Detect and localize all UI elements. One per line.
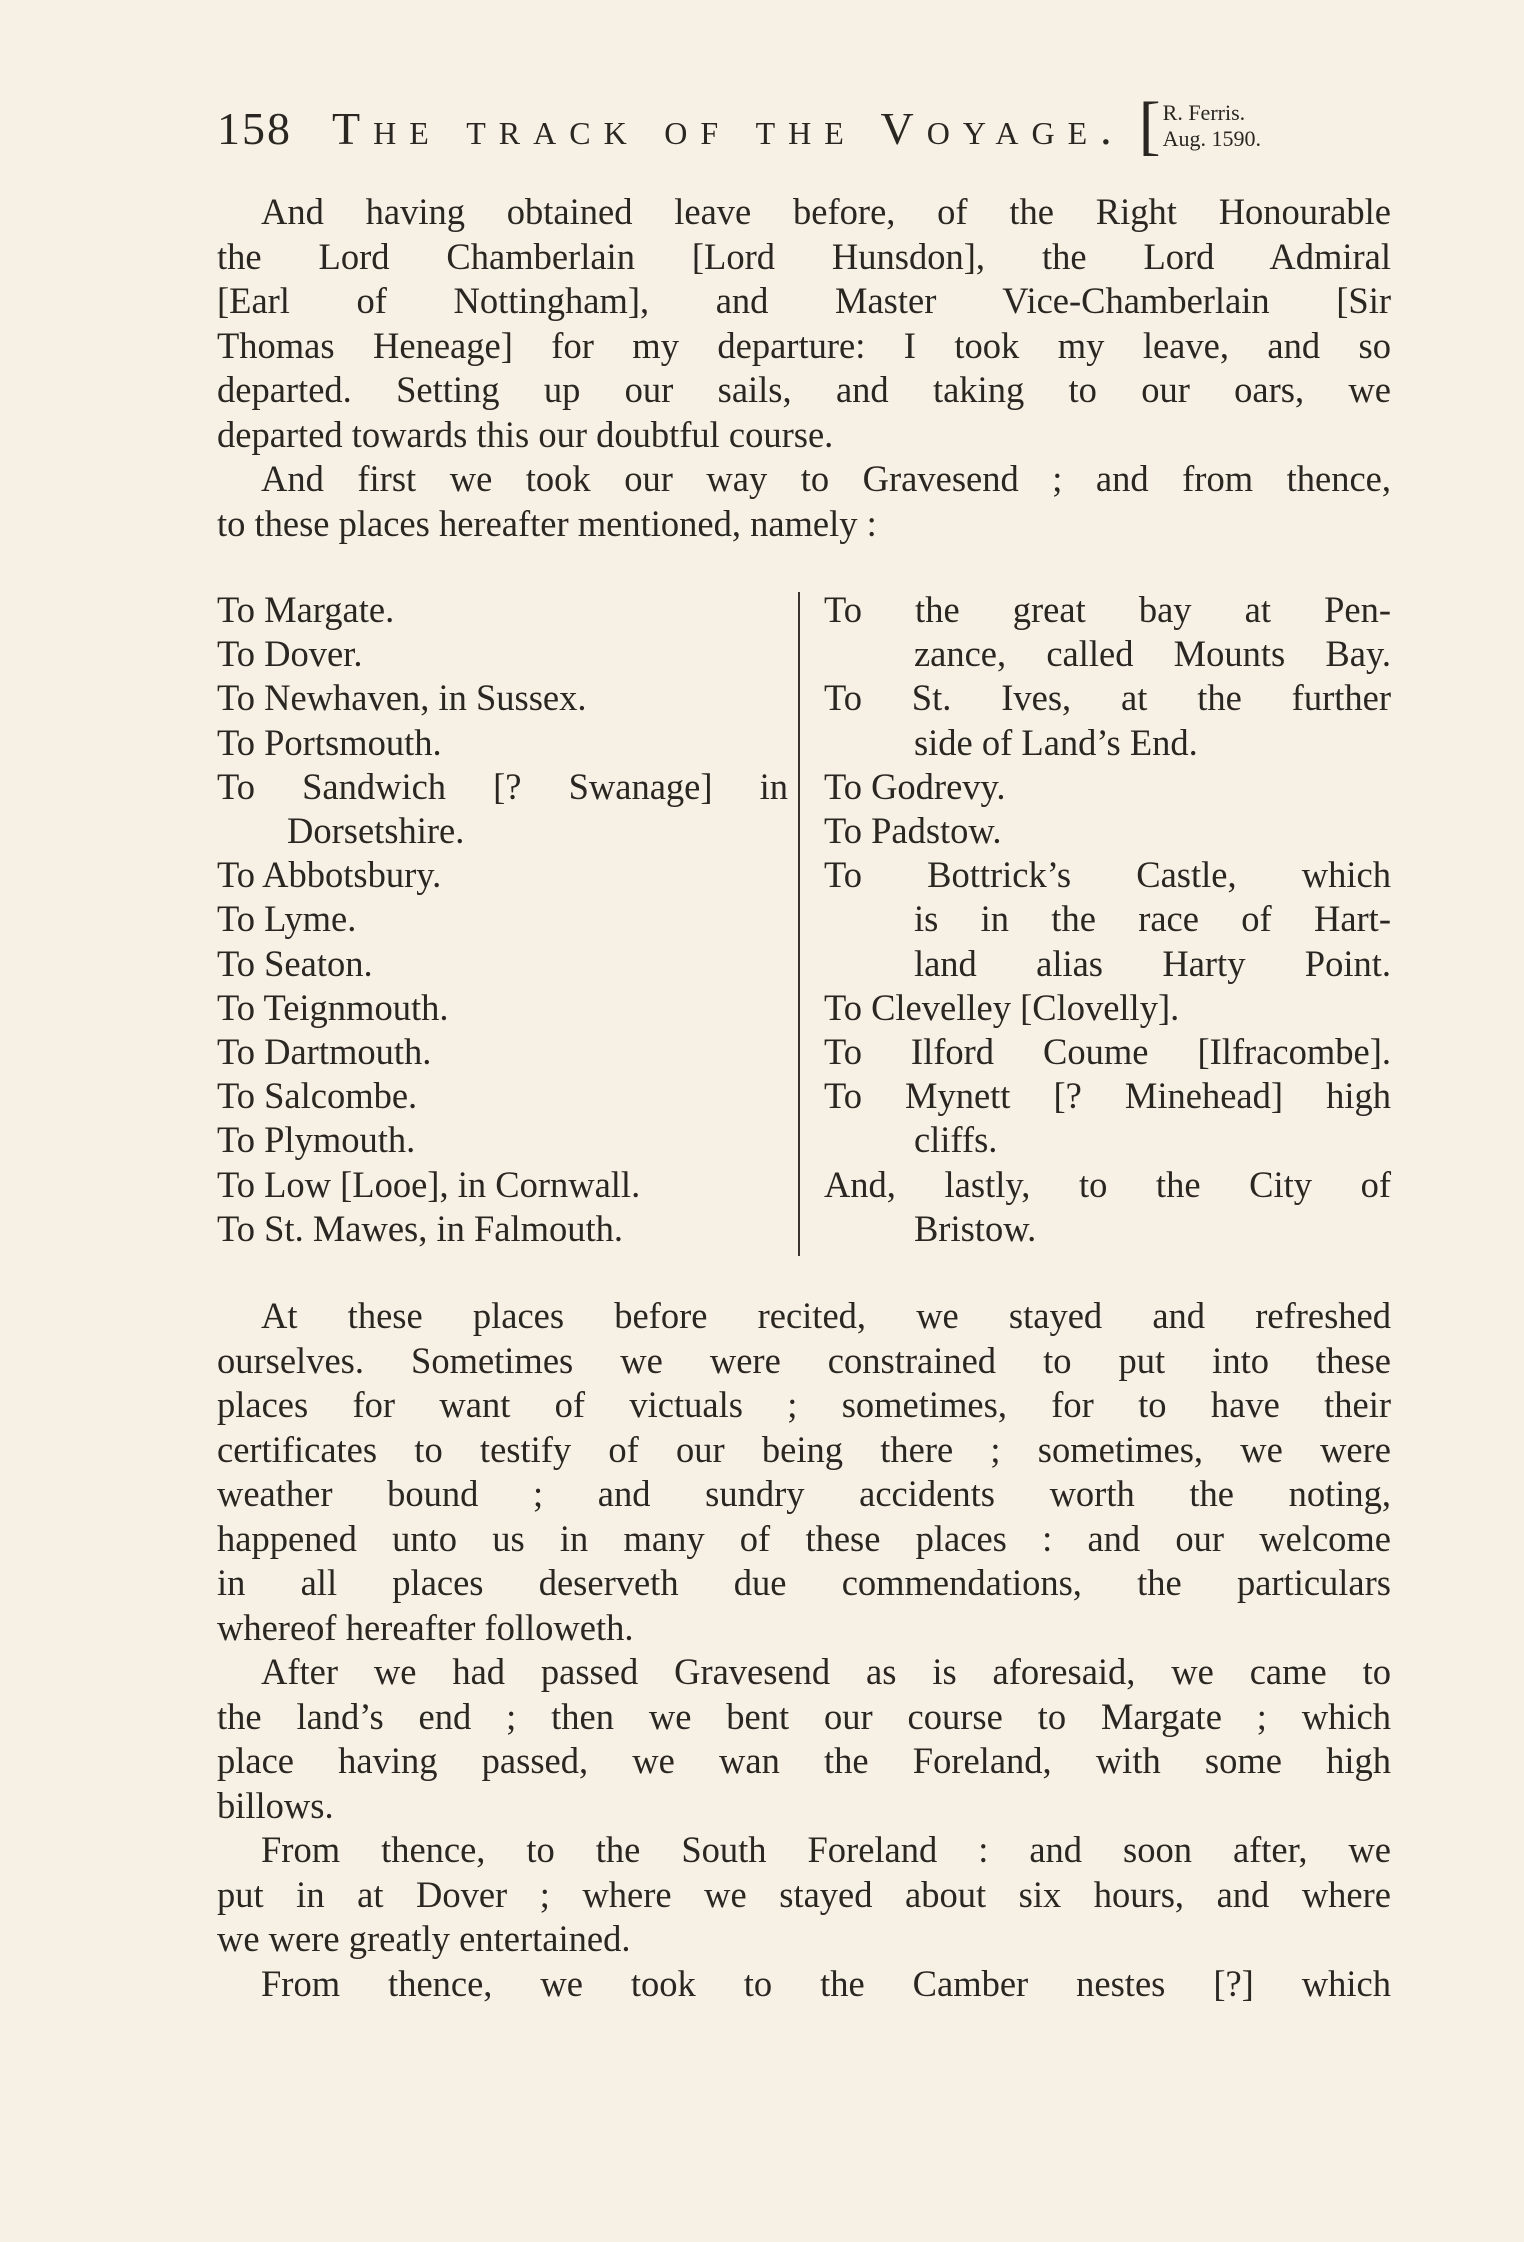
text-line: place having passed, we wan the Foreland, with some high (217, 1740, 1391, 1781)
text-line: put in at Dover ; where we stayed about six hours, and where (217, 1873, 1391, 1915)
text-line: to these places hereafter mentioned, namely : (217, 502, 877, 544)
places-column-left (217, 588, 798, 1254)
list-item: To Lyme. (217, 898, 357, 940)
list-item: To the great bay at Pen- zance, called Mounts Bay. (823, 589, 1391, 675)
list-item: To Salcombe. (217, 1075, 418, 1117)
running-title: The track of the Voyage. (332, 103, 1125, 154)
text-line: [Earl of Nottingham], and Master Vice-Chamberlain [Sir (217, 280, 1391, 321)
side-note-author: R. Ferris. (1162, 100, 1246, 125)
text-line: From thence, we took to the Camber nestes [?] which (261, 1962, 1391, 2004)
text-line: the land’s end ; then we bent our course to Margate ; which (217, 1695, 1391, 1737)
bracket-glyph: [ (1138, 89, 1161, 162)
narrative-text (217, 1294, 1391, 2006)
side-note (1138, 89, 1262, 162)
narrative-paragraph-1 (217, 1294, 1391, 1650)
list-item: To Low [Looe], in Cornwall. (217, 1163, 641, 1205)
list-item: To Newhaven, in Sussex. (217, 677, 587, 719)
intro-text (217, 190, 1391, 546)
side-note-date: Aug. 1590. (1162, 126, 1262, 151)
text-line: And first we took our way to Gravesend ; and from thence, (261, 458, 1391, 499)
list-item: To Seaton. (217, 942, 373, 984)
text-line: departed. Setting up our sails, and taking to our oars, we (217, 369, 1391, 410)
list-item: To Abbotsbury. (217, 854, 442, 896)
list-item: To Mynett [? Minehead] high cliffs. (823, 1075, 1391, 1161)
text-line: places for want of victuals ; sometimes, for to have their (217, 1384, 1391, 1425)
text-line: At these places before recited, we stayed and refreshed (261, 1295, 1391, 1336)
page-number: 158 (217, 103, 292, 154)
text-line: whereof hereafter followeth. (217, 1606, 634, 1648)
list-item: To Clevelley [Clovelly]. (823, 986, 1180, 1028)
list-item: To Portsmouth. (217, 721, 442, 763)
narrative-paragraph-2 (217, 1650, 1391, 1828)
text-line: After we had passed Gravesend as is aforesaid, we came to (261, 1651, 1391, 1692)
text-line: weather bound ; and sundry accidents worth the noting, (217, 1473, 1391, 1514)
narrative-paragraph-4 (217, 1962, 1391, 2007)
list-item: To Padstow. (823, 810, 1002, 852)
text-line: departed towards this our doubtful course. (217, 413, 834, 455)
list-item: To St. Ives, at the further side of Land’s End. (823, 677, 1391, 763)
intro-paragraph-1 (217, 190, 1391, 457)
text-line: billows. (217, 1784, 334, 1826)
list-item: To St. Mawes, in Falmouth. (217, 1207, 624, 1249)
list-item: To Bottrick’s Castle, which is in the race of Hart- land alias Harty Point. (823, 854, 1391, 984)
list-item: To Plymouth. (217, 1119, 416, 1161)
list-item: To Margate. (217, 589, 395, 630)
intro-paragraph-2 (217, 457, 1391, 546)
list-item: To Sandwich [? Swanage] in Dorsetshire. (217, 765, 788, 852)
text-line: Thomas Heneage] for my departure: I took my leave, and so (217, 324, 1391, 366)
text-line: in all places deserveth due commendations, the particulars (217, 1562, 1391, 1603)
text-line: From thence, to the South Foreland : and soon after, we (261, 1829, 1391, 1870)
places-list (217, 588, 1391, 1254)
list-item: And, lastly, to the City of Bristow. (823, 1163, 1391, 1249)
text-line: happened unto us in many of these places : and our welcome (217, 1517, 1391, 1559)
list-item: To Dartmouth. (217, 1031, 432, 1073)
text-line: the Lord Chamberlain [Lord Hunsdon], the Lord Admiral (217, 235, 1391, 277)
running-header (217, 89, 1391, 162)
places-column-right (800, 588, 1391, 1254)
list-item: To Teignmouth. (217, 986, 449, 1028)
list-item: To Ilford Coume [Ilfracombe]. (823, 1031, 1391, 1073)
list-item: To Godrevy. (823, 765, 1006, 807)
text-line: we were greatly entertained. (217, 1918, 631, 1959)
list-item: To Dover. (217, 633, 363, 675)
text-line: ourselves. Sometimes we were constrained to put into these (217, 1339, 1391, 1381)
text-line: certificates to testify of our being there ; sometimes, we were (217, 1428, 1391, 1470)
text-line: And having obtained leave before, of the Right Honourable (261, 191, 1391, 232)
narrative-paragraph-3 (217, 1828, 1391, 1962)
